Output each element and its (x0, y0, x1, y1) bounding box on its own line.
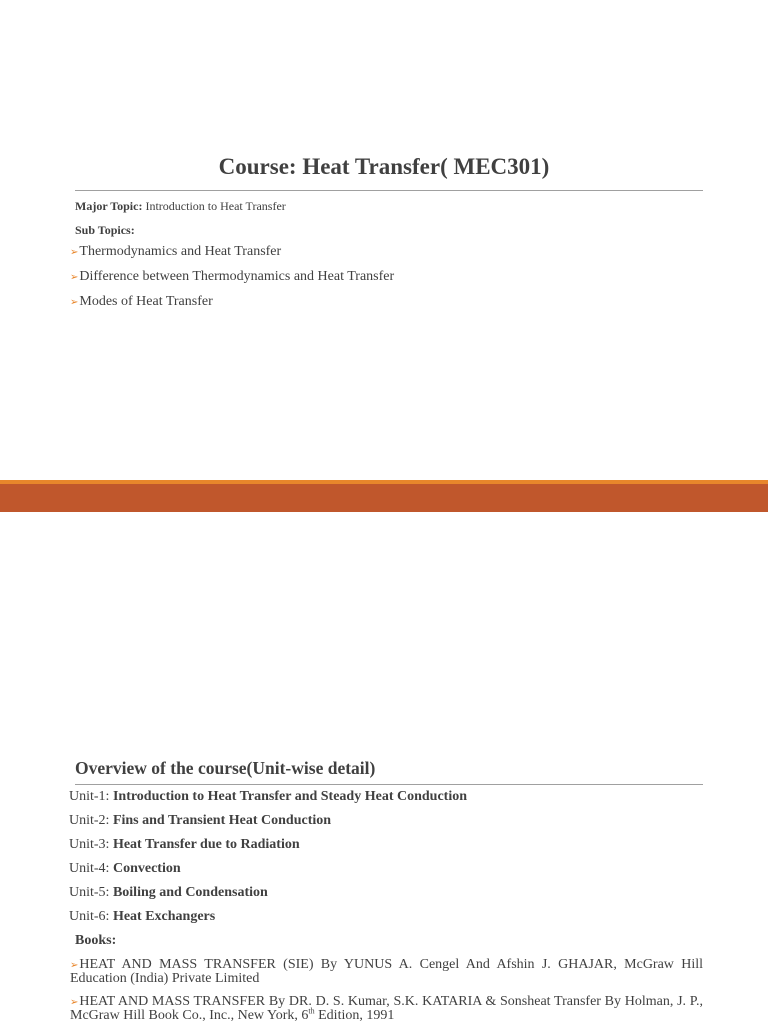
arrow-bullet-icon: ➢ (70, 272, 79, 283)
slide-1 (0, 0, 768, 480)
sub-topic-item: ➢Modes of Heat Transfer (70, 294, 213, 309)
books-label: Books: (75, 933, 117, 948)
arrow-bullet-icon: ➢ (70, 297, 79, 308)
divider-accent-line (0, 480, 768, 484)
book-item: ➢HEAT AND MASS TRANSFER By DR. D. S. Kumar, S.K. KATARIA & Sonsheat Transfer By Holman, J. P., McGraw Hill Book Co., Inc., New York, 6th Edition, 1991 (70, 994, 703, 1023)
overview-title: Overview of the course(Unit-wise detail) (75, 758, 376, 778)
major-topic (75, 199, 286, 214)
sub-topic-item: ➢Difference between Thermodynamics and Heat Transfer (70, 269, 395, 284)
major-topic-value: Introduction to Heat Transfer (145, 199, 286, 213)
book-item: ➢HEAT AND MASS TRANSFER (SIE) By YUNUS A. Cengel And Afshin J. GHAJAR, McGraw Hill Education (India) Private Limited (70, 957, 703, 986)
slide-divider (0, 480, 768, 512)
unit-item: Unit-5: Boiling and Condensation (69, 885, 268, 900)
unit-item: Unit-3: Heat Transfer due to Radiation (69, 837, 300, 852)
unit-item: Unit-2: Fins and Transient Heat Conduction (69, 813, 332, 828)
sub-topic-item: ➢Thermodynamics and Heat Transfer (70, 244, 282, 259)
sub-topics-label: Sub Topics: (75, 223, 135, 237)
course-title: Course: Heat Transfer( MEC301) (218, 154, 550, 179)
major-topic-label: Major Topic: (75, 199, 143, 213)
unit-item: Unit-4: Convection (69, 861, 181, 876)
arrow-bullet-icon: ➢ (70, 960, 79, 971)
unit-item: Unit-1: Introduction to Heat Transfer and Steady Heat Conduction (69, 789, 467, 804)
arrow-bullet-icon: ➢ (70, 997, 79, 1008)
title-rule (75, 190, 703, 191)
overview-rule (75, 784, 703, 785)
unit-item: Unit-6: Heat Exchangers (69, 909, 216, 924)
arrow-bullet-icon: ➢ (70, 247, 79, 258)
